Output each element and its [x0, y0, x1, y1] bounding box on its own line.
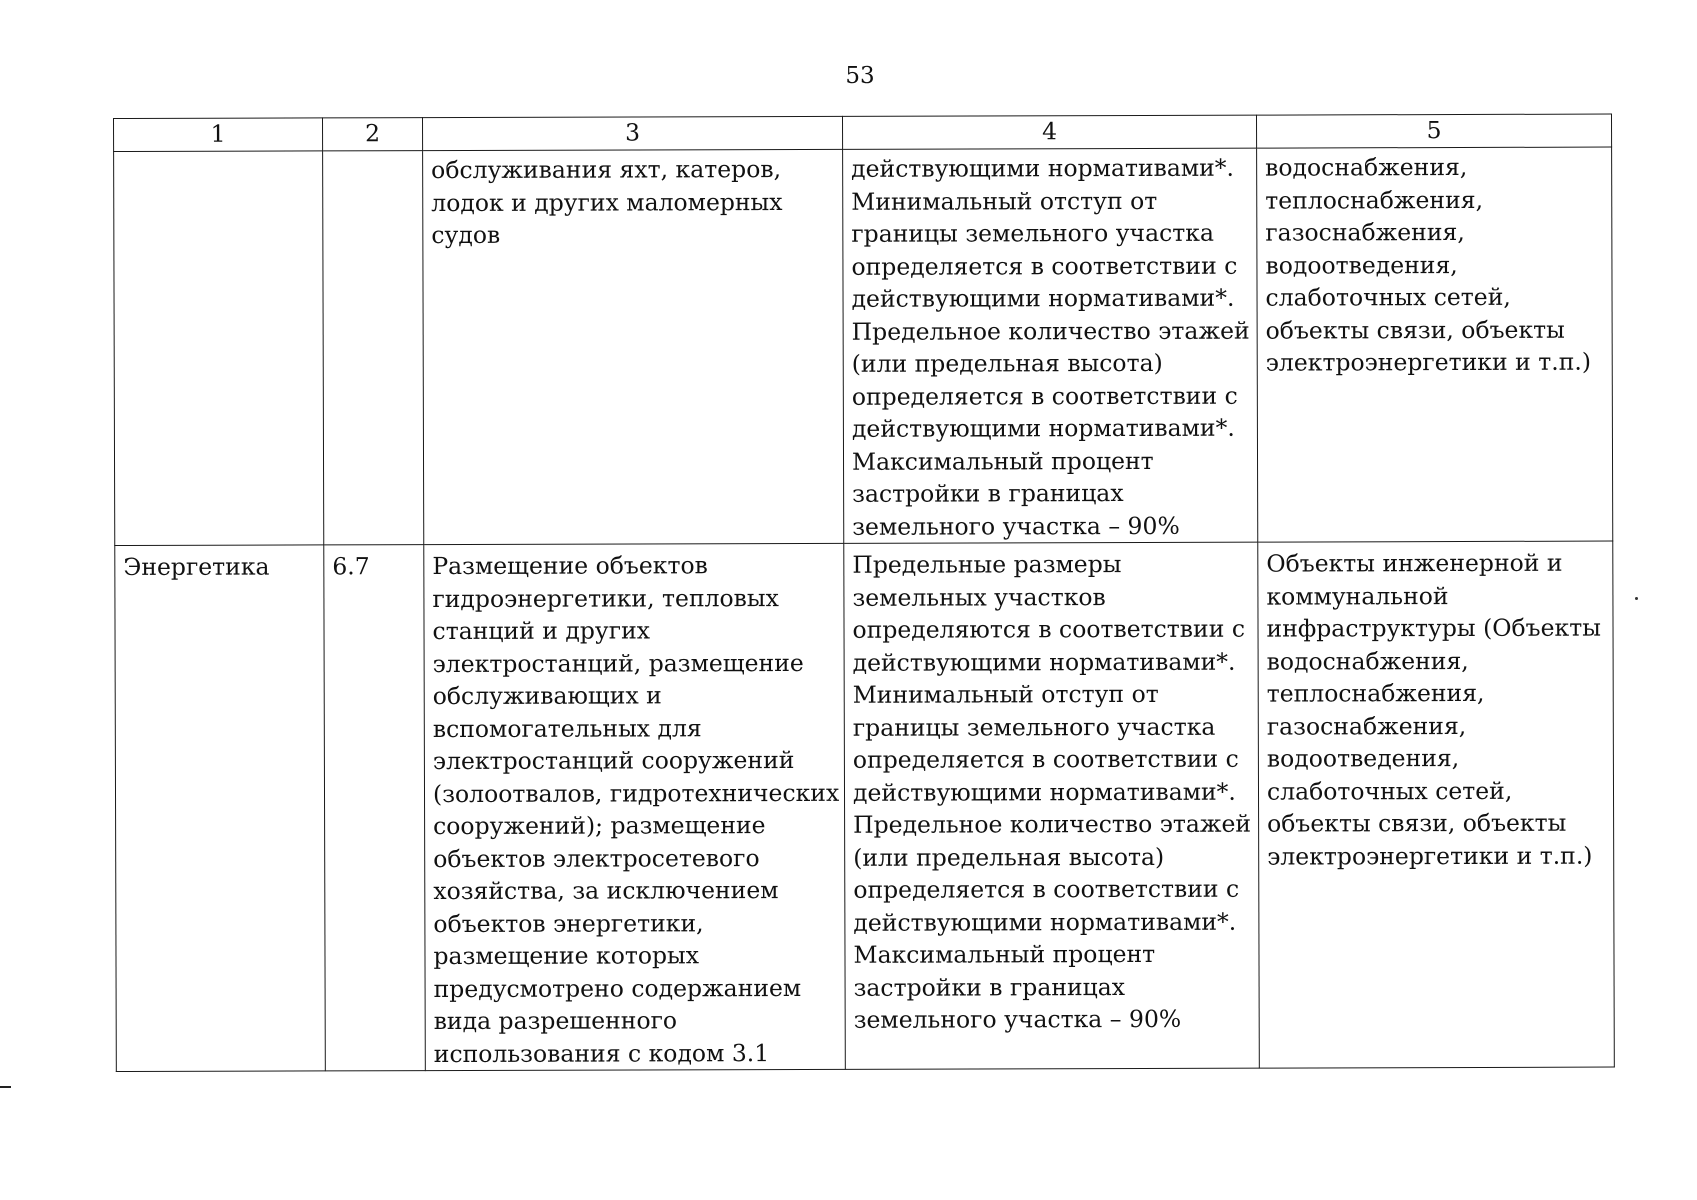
cell-text-line: 6.7: [332, 552, 370, 581]
cell-text-line: действующими нормативами*.: [852, 777, 1236, 807]
cell-text-line: земельного участка – 90%: [853, 1004, 1182, 1034]
use-description-cell: [424, 543, 846, 1070]
header-cell-3: 3: [423, 116, 843, 150]
cell-text-line: Предельное количество этажей: [851, 316, 1250, 346]
cell-text-line: обслуживающих и: [432, 681, 662, 711]
cell-text-line: теплоснабжения,: [1265, 185, 1484, 215]
cell-text-line: границы земельного участка: [851, 218, 1214, 248]
cell-text-line: действующими нормативами*.: [851, 283, 1235, 313]
cell-text-line: теплоснабжения,: [1266, 678, 1485, 708]
cell-text-line: Минимальный отступ от: [851, 186, 1158, 216]
cell-text-line: электростанций сооружений: [432, 745, 795, 776]
cell-text-line: электростанций, размещение: [432, 648, 804, 678]
cell-text-line: (или предельная высота): [851, 348, 1163, 378]
use-name-cell: [114, 151, 324, 546]
parameters-cell: [843, 148, 1258, 543]
cell-text-line: станций и других: [432, 616, 651, 646]
cell-text-line: вида разрешенного: [433, 1006, 678, 1036]
page-number: 53: [845, 63, 875, 89]
cell-text-line: определяется в соответствии с: [853, 874, 1240, 904]
cell-text-line: определяется в соответствии с: [851, 381, 1238, 411]
scan-artifact-dot: [1635, 597, 1638, 600]
auxiliary-uses-cell: [1257, 147, 1613, 542]
cell-text-line: электроэнергетики и т.п.): [1265, 347, 1592, 377]
cell-text-line: предусмотрено содержанием: [433, 973, 802, 1003]
cell-text-line: объектов энергетики,: [433, 908, 704, 938]
cell-text-line: земельных участков: [852, 582, 1106, 612]
cell-text-line: застройки в границах: [853, 972, 1126, 1002]
header-cell-4: 4: [842, 115, 1256, 149]
use-code-cell: [323, 151, 424, 545]
cell-text-line: Предельное количество этажей: [853, 809, 1252, 839]
header-cell-5: 5: [1256, 114, 1611, 148]
cell-text-line: слаботочных сетей,: [1266, 776, 1513, 806]
cell-text-line: (или предельная высота): [853, 842, 1165, 872]
cell-text-line: Максимальный процент: [851, 446, 1154, 476]
cell-text-line: слаботочных сетей,: [1265, 282, 1511, 312]
header-cell-1: 1: [114, 118, 323, 152]
parameters-cell: [844, 542, 1260, 1069]
cell-text-line: границы земельного участка: [852, 712, 1216, 742]
cell-text-line: Энергетика: [123, 552, 270, 581]
cell-text-line: Размещение объектов: [432, 551, 708, 581]
cell-text-line: объектов электросетевого: [433, 843, 760, 873]
cell-text-line: действующими нормативами*.: [851, 153, 1235, 183]
cell-text-line: размещение которых: [433, 941, 700, 971]
cell-text-line: (золоотвалов, гидротехнических: [432, 778, 840, 808]
cell-text-line: действующими нормативами*.: [851, 413, 1235, 443]
cell-text-line: хозяйства, за исключением: [433, 876, 779, 906]
cell-text-line: лодок и других маломерных: [431, 187, 783, 217]
cell-text-line: водоснабжения,: [1265, 152, 1468, 182]
use-code-cell: [324, 545, 426, 1071]
cell-text-line: водоотведения,: [1266, 744, 1460, 773]
cell-text-line: водоснабжения,: [1266, 646, 1469, 676]
cell-text-line: коммунальной: [1266, 581, 1449, 611]
cell-text-line: Предельные размеры: [852, 550, 1122, 579]
table-row: [114, 147, 1613, 545]
cell-text-line: земельного участка – 90%: [852, 511, 1180, 541]
cell-text-line: судов: [431, 220, 501, 250]
cell-text-line: гидроэнергетики, тепловых: [432, 583, 779, 613]
regulations-table: [113, 114, 1615, 1072]
cell-text-line: Объекты инженерной и: [1266, 548, 1563, 578]
cell-text-line: электроэнергетики и т.п.): [1267, 841, 1593, 871]
use-description-cell: [423, 149, 844, 544]
cell-text-line: использования с кодом 3.1: [433, 1038, 770, 1068]
table-row: [115, 541, 1615, 1071]
scan-artifact-dash: [0, 1086, 11, 1088]
cell-text-line: водоотведения,: [1265, 250, 1458, 280]
cell-text-line: объекты связи, объекты: [1267, 808, 1567, 838]
cell-text-line: застройки в границах: [852, 479, 1124, 508]
cell-text-line: действующими нормативами*.: [853, 907, 1237, 937]
cell-text-line: газоснабжения,: [1266, 711, 1467, 741]
cell-text-line: Минимальный отступ от: [852, 679, 1159, 709]
cell-text-line: объекты связи, объекты: [1265, 315, 1565, 345]
cell-text-line: обслуживания яхт, катеров,: [431, 155, 782, 185]
cell-text-line: вспомогательных для: [432, 713, 702, 743]
use-name-cell: [115, 545, 326, 1072]
cell-text-line: инфраструктуры (Объекты: [1266, 613, 1601, 643]
cell-text-line: определяется в соответствии с: [852, 744, 1239, 774]
table-header-row: [114, 114, 1612, 151]
cell-text-line: определяются в соответствии с: [852, 614, 1246, 644]
cell-text-line: действующими нормативами*.: [852, 647, 1236, 677]
cell-text-line: газоснабжения,: [1265, 217, 1465, 247]
cell-text-line: сооружений); размещение: [433, 811, 766, 841]
cell-text-line: Максимальный процент: [853, 939, 1156, 969]
header-cell-2: 2: [323, 118, 423, 151]
auxiliary-uses-cell: [1258, 541, 1615, 1068]
cell-text-line: определяется в соответствии с: [851, 251, 1238, 281]
